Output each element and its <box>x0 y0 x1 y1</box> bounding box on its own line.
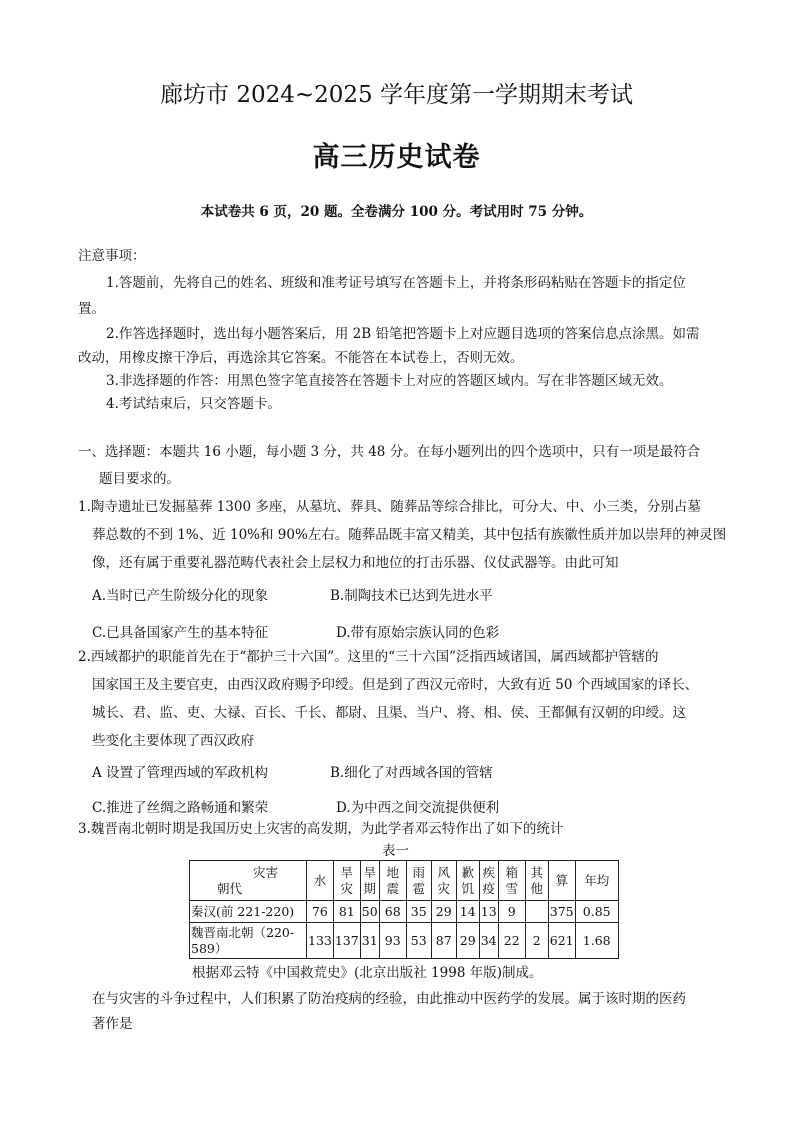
table-cell: 31 <box>360 923 379 959</box>
notice-item: 置。 <box>78 301 105 317</box>
table-cell: 1.68 <box>575 923 618 959</box>
column-header: 水 <box>307 861 334 901</box>
exam-title: 廊坊市 2024~2025 学年度第一学期期末考试 <box>160 82 633 108</box>
q3-followup-line: 在与灾害的斗争过程中，人们积累了防治疫病的经验，由此推动中医药学的发展。属于该时期的医药 <box>92 991 686 1007</box>
q1-stem-line: 1.陶寺遗址已发掘墓葬 1300 多座，从墓坑、葬具、随葬品等综合排比，可分大、中、小三类，分别占墓 <box>78 499 701 515</box>
q3-stem: 3.魏晋南北朝时期是我国历史上灾害的高发期，为此学者邓云特作出了如下的统计 <box>78 821 564 837</box>
q2-option-d[interactable]: D.为中西之间交流提供便利 <box>336 800 500 816</box>
notice-item: 1.答题前，先将自己的姓名、班级和准考证号填写在答题卡上，并将条形码粘贴在答题卡的指定位 <box>106 275 686 291</box>
table-caption: 表一 <box>382 843 409 859</box>
corner-label-dynasty: 朝代 <box>217 880 243 896</box>
table-header-row <box>190 861 619 901</box>
table-cell: 14 <box>456 901 479 923</box>
row-label: 魏晋南北朝（220-589） <box>190 923 307 959</box>
disaster-statistics-table <box>189 860 619 959</box>
column-header: 地震 <box>379 861 406 901</box>
exam-info: 本试卷共 6 页，20 题。全卷满分 100 分。考试用时 75 分钟。 <box>200 204 593 220</box>
column-header: 旱灾 <box>333 861 360 901</box>
table-cell: 137 <box>333 923 360 959</box>
q2-option-a[interactable]: A 设置了管理西域的军政机构 <box>92 765 269 781</box>
q1-option-c[interactable]: C.已具备国家产生的基本特征 <box>92 625 269 641</box>
table-cell: 133 <box>307 923 334 959</box>
column-header: 年均 <box>575 861 618 901</box>
q3-followup-line: 著作是 <box>92 1016 133 1032</box>
table-cell: 50 <box>360 901 379 923</box>
row-label: 秦汉(前 221-220) <box>190 901 307 923</box>
column-header: 算 <box>548 861 575 901</box>
table-cell: 2 <box>525 923 548 959</box>
column-header: 其他 <box>525 861 548 901</box>
section-heading: 一、选择题：本题共 16 小题，每小题 3 分，共 48 分。在每小题列出的四个选项中，只有一项是最符合 <box>78 444 701 460</box>
table-row <box>190 901 619 923</box>
column-header: 旱期 <box>360 861 379 901</box>
notice-item: 改动，用橡皮擦干净后，再选涂其它答案。不能答在本试卷上，否则无效。 <box>78 350 524 366</box>
column-header: 箱雪 <box>498 861 525 901</box>
q2-stem-line: 城长、君、监、吏、大禄、百长、千长、都尉、且渠、当户、将、相、侯、王都佩有汉朝的印绶。这 <box>92 705 686 721</box>
column-header: 风灾 <box>431 861 456 901</box>
table-cell <box>525 901 548 923</box>
table-cell: 22 <box>498 923 525 959</box>
q2-option-c[interactable]: C.推进了丝绸之路畅通和繁荣 <box>92 800 269 816</box>
table-cell: 13 <box>479 901 498 923</box>
q1-option-d[interactable]: D.带有原始宗族认同的色彩 <box>336 625 500 641</box>
table-corner-cell <box>190 861 307 901</box>
column-header: 歉饥 <box>456 861 479 901</box>
notice-item: 3.非选择题的作答：用黑色签字笔直接答在答题卡上对应的答题区域内。写在非答题区域无效。 <box>106 373 673 389</box>
column-header: 雨雹 <box>406 861 431 901</box>
notice-heading: 注意事项： <box>78 248 146 264</box>
table-cell: 68 <box>379 901 406 923</box>
table-cell: 81 <box>333 901 360 923</box>
table-cell: 34 <box>479 923 498 959</box>
table-cell: 29 <box>431 901 456 923</box>
table-cell: 0.85 <box>575 901 618 923</box>
table-cell: 29 <box>456 923 479 959</box>
subject-title: 高三历史试卷 <box>312 142 481 173</box>
table-cell: 87 <box>431 923 456 959</box>
q2-stem-line: 些变化主要体现了西汉政府 <box>92 733 254 749</box>
column-header: 疾疫 <box>479 861 498 901</box>
q1-stem-line: 葬总数的不到 1%、近 10%和 90%左右。随葬品既丰富又精美，其中包括有族徽性质并加以崇拜的神灵图 <box>92 527 727 543</box>
notice-item: 4.考试结束后，只交答题卡。 <box>106 396 281 412</box>
table-cell: 93 <box>379 923 406 959</box>
table-cell: 9 <box>498 901 525 923</box>
q1-option-a[interactable]: A.当时已产生阶级分化的现象 <box>92 588 269 604</box>
table-cell: 35 <box>406 901 431 923</box>
section-heading-cont: 题目要求的。 <box>99 471 180 487</box>
table-cell: 53 <box>406 923 431 959</box>
table-row <box>190 923 619 959</box>
table-cell: 621 <box>548 923 575 959</box>
table-cell: 375 <box>548 901 575 923</box>
corner-label-disaster: 灾害 <box>253 864 279 880</box>
q1-option-b[interactable]: B.制陶技术已达到先进水平 <box>330 588 493 604</box>
q2-stem-line: 国家国王及主要官吏，由西汉政府赐予印绶。但是到了西汉元帝时，大致有近 50 个西域国家的译长、 <box>92 677 699 693</box>
table-source: 根据邓云特《中国救荒史》(北京出版社 1998 年版)制成。 <box>192 965 543 981</box>
notice-item: 2.作答选择题时，选出每小题答案后，用 2B 铅笔把答题卡上对应题目选项的答案信息点涂黑。如需 <box>106 326 700 342</box>
table-cell: 76 <box>307 901 334 923</box>
q1-stem-line: 像，还有属于重要礼器范畴代表社会上层权力和地位的打击乐器、仪仗武器等。由此可知 <box>92 555 619 571</box>
q2-option-b[interactable]: B.细化了对西域各国的管辖 <box>330 765 493 781</box>
q2-stem-line: 2.西域都护的职能首先在于“都护三十六国”。这里的“三十六国”泛指西域诸国，属西域都护管辖的 <box>78 649 659 665</box>
